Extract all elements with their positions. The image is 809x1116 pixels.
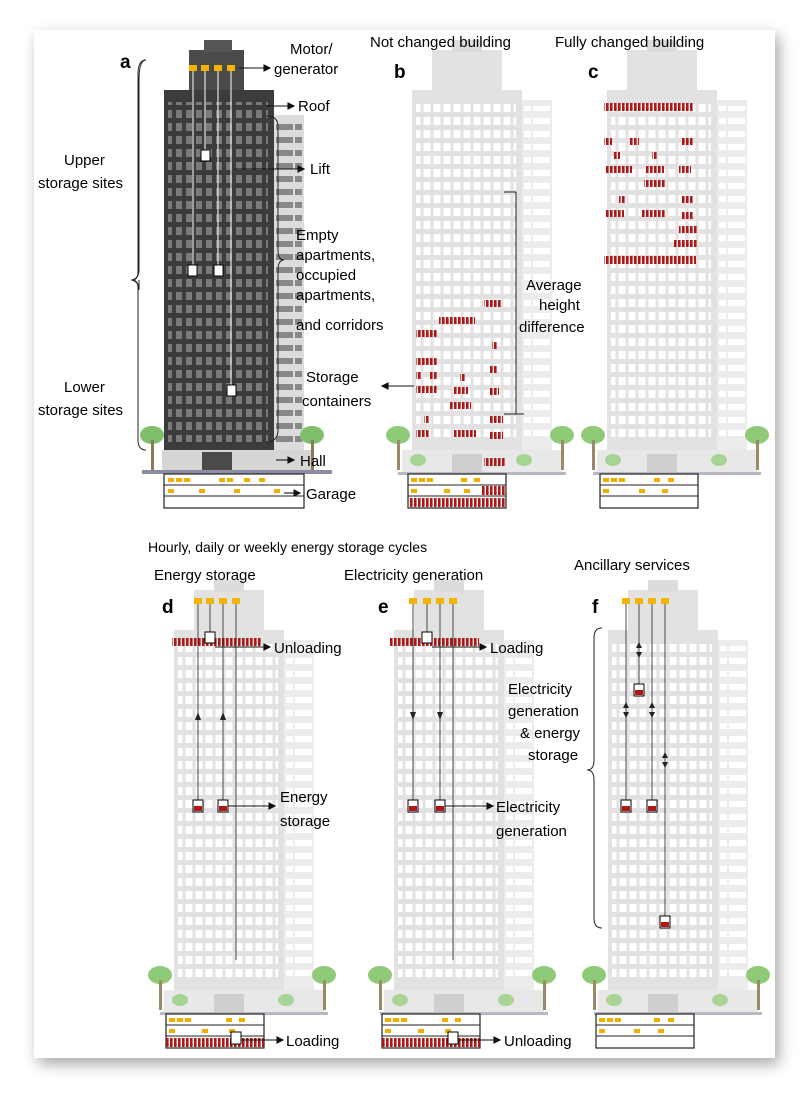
electricity-generation-label-2: generation <box>496 823 567 840</box>
energy-storage-label-2: storage <box>280 813 331 830</box>
panel-label-f: f <box>592 597 599 618</box>
motor-label-1: Motor/ <box>290 41 333 58</box>
panel-label-a: a <box>120 52 131 73</box>
fully-changed-title: Fully changed building <box>555 34 705 51</box>
energy-storage-title: Energy storage <box>154 567 256 584</box>
lower-storage-label-2: storage sites <box>38 402 124 419</box>
electricity-generation-title: Electricity generation <box>344 567 484 584</box>
building-f <box>582 580 770 1048</box>
ancillary-label-3: & energy <box>520 725 581 742</box>
upper-storage-label-2: storage sites <box>38 175 124 192</box>
panel-label-b: b <box>394 62 406 83</box>
storage-containers-label-2: containers <box>302 393 372 410</box>
storage-containers-label-1: Storage <box>306 369 359 386</box>
avg-height-label-2: height <box>539 297 580 314</box>
panel-label-d: d <box>162 597 174 618</box>
panel-label-c: c <box>588 62 599 83</box>
ancillary-label-4: storage <box>528 747 579 764</box>
cycles-title: Hourly, daily or weekly energy storage cycles <box>148 539 428 555</box>
roof-label: Roof <box>298 98 330 115</box>
not-changed-title: Not changed building <box>370 34 511 51</box>
panel-label-e: e <box>378 597 389 618</box>
garage-label: Garage <box>306 486 357 503</box>
energy-storage-label-1: Energy <box>280 789 328 806</box>
apartments-label-2: apartments, <box>296 247 376 264</box>
lower-storage-label-1: Lower <box>64 379 105 396</box>
ancillary-services-title: Ancillary services <box>574 557 690 574</box>
ancillary-label-2: generation <box>508 703 579 720</box>
lift-label: Lift <box>310 161 331 178</box>
building-c <box>581 40 769 508</box>
building-diagram <box>34 30 775 1058</box>
unloading-d-label: Unloading <box>274 640 342 657</box>
apartments-label-3: occupied <box>296 267 357 284</box>
electricity-generation-label-1: Electricity <box>496 799 561 816</box>
upper-storage-label-1: Upper <box>64 152 105 169</box>
loading-d-label: Loading <box>286 1033 340 1050</box>
building-b <box>386 40 574 508</box>
apartments-label-4: apartments, <box>296 287 376 304</box>
ancillary-label-1: Electricity <box>508 681 573 698</box>
loading-e-label: Loading <box>490 640 544 657</box>
avg-height-label-3: difference <box>519 319 585 336</box>
apartments-label-5: and corridors <box>296 317 384 334</box>
unloading-e-label: Unloading <box>504 1033 572 1050</box>
apartments-label-1: Empty <box>296 227 339 244</box>
avg-height-label-1: Average <box>526 277 582 294</box>
motor-label-2: generator <box>274 61 339 78</box>
figure-panel <box>34 30 775 1058</box>
hall-label: Hall <box>300 453 326 470</box>
